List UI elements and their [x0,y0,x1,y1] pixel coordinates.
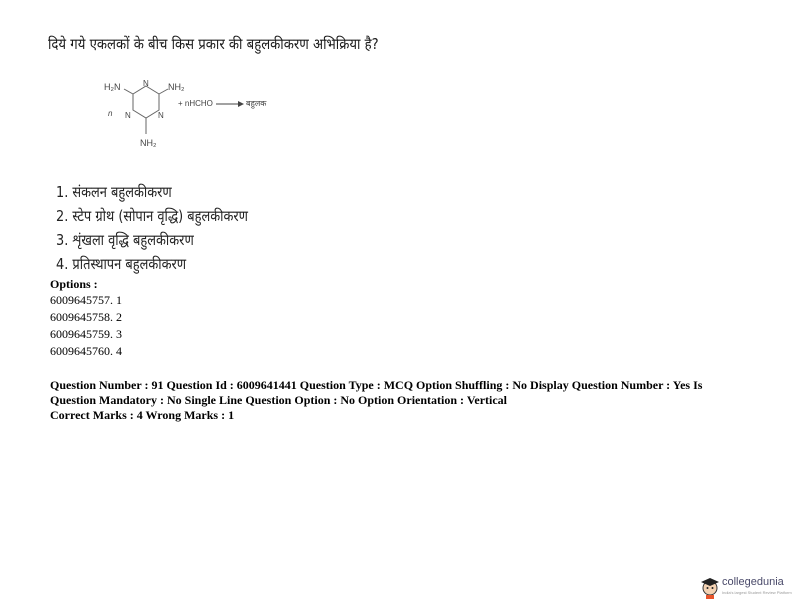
arrow-head-icon [238,101,244,107]
option-id-2: 6009645758. 2 [50,310,122,324]
logo-tagline: India's largest Student Review Platform [722,590,792,595]
graduate-mascot-icon [700,576,720,600]
logo-name: collegedunia [722,576,784,588]
options-heading: Options : [50,277,98,291]
choice-2: 2. स्टेप ग्रोथ (सोपान वृद्धि) बहुलकीकरण [56,207,249,225]
option-id-4: 6009645760. 4 [50,344,122,358]
ring-nitrogen-left: N [125,111,131,120]
option-id-1: 6009645757. 1 [50,293,122,307]
melamine-reaction-diagram [98,76,288,158]
answer-choices [56,180,248,276]
reagent-text: + nHCHO [178,99,213,108]
amine-bottom: NH₂ [140,138,157,148]
question-metadata [50,378,750,423]
coefficient-n: n [108,109,113,118]
triazine-ring [124,86,168,134]
amine-top-left: H₂N [104,82,121,92]
question-text: दिये गये एकलकों के बीच किस प्रकार की बहुलकीकरण अभिक्रिया है? [48,35,379,53]
option-id-3: 6009645759. 3 [50,327,122,341]
amine-top-right: NH₂ [168,82,185,92]
ring-nitrogen-top: N [143,79,149,88]
choice-4: 4. प्रतिस्थापन बहुलकीकरण [56,255,187,273]
metadata-line-2: Question Mandatory : No Single Line Question Option : No Option Orientation : Vertical [50,393,508,407]
metadata-line-1: Question Number : 91 Question Id : 6009641441 Question Type : MCQ Option Shuffling : No Display Question Number : Yes Is [50,378,703,392]
marks-line: Correct Marks : 4 Wrong Marks : 1 [50,408,235,422]
choice-1: 1. संकलन बहुलकीकरण [56,183,172,201]
options-block [50,276,122,360]
product-text: बहुलक [246,99,267,108]
collegedunia-logo [700,574,790,602]
ring-nitrogen-right: N [158,111,164,120]
choice-3: 3. शृंखला वृद्धि बहुलकीकरण [56,231,194,249]
